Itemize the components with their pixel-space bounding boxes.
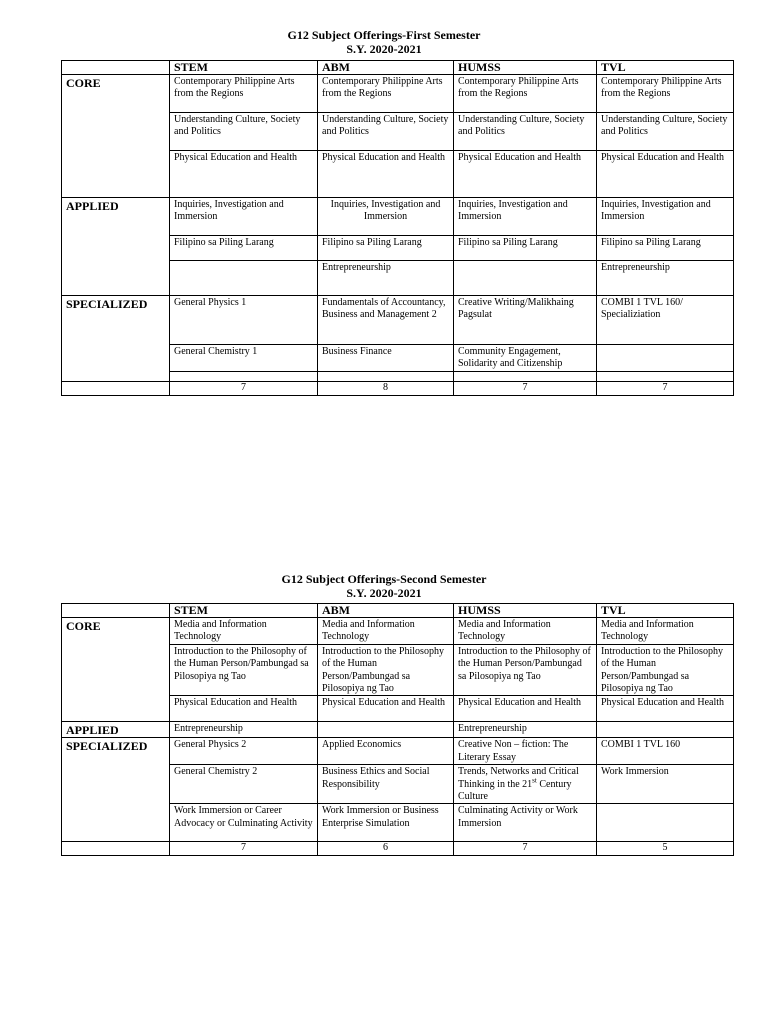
column-header-stem: STEM xyxy=(170,604,318,618)
table-cell: Work Immersion or Business Enterprise Simulation xyxy=(318,804,454,842)
table-cell: Contemporary Philippine Arts from the Regions xyxy=(597,75,734,113)
table-cell: Introduction to the Philosophy of the Human Person/Pambungad sa Pilosopiya ng Tao xyxy=(454,644,597,696)
table-row xyxy=(62,296,734,345)
table-cell: Introduction to the Philosophy of the Human Person/Pambungad sa Pilosopiya ng Tao xyxy=(597,644,734,696)
table-cell: Physical Education and Health xyxy=(454,151,597,198)
table-header-row xyxy=(62,61,734,75)
table-cell: Applied Economics xyxy=(318,738,454,765)
table-cell: Physical Education and Health xyxy=(597,151,734,198)
second-semester-table xyxy=(61,603,734,856)
table-cell: Entrepreneurship xyxy=(318,261,454,296)
total-stem: 7 xyxy=(170,382,318,396)
table-cell xyxy=(454,261,597,296)
first-semester-school-year: S.Y. 2020-2021 xyxy=(346,42,422,56)
table-cell: Inquiries, Investigation and Immersion xyxy=(318,198,454,236)
table-cell: General Chemistry 1 xyxy=(170,345,318,372)
category-core: CORE xyxy=(62,75,170,198)
table-cell: Creative Non – fiction: The Literary Essay xyxy=(454,738,597,765)
table-cell: Inquiries, Investigation and Immersion xyxy=(597,198,734,236)
first-semester-table xyxy=(61,60,734,396)
table-cell: Work Immersion or Career Advocacy or Culminating Activity xyxy=(170,804,318,842)
table-cell: Contemporary Philippine Arts from the Regions xyxy=(170,75,318,113)
table-cell: Understanding Culture, Society and Politics xyxy=(597,113,734,151)
total-humss: 7 xyxy=(454,842,597,856)
table-cell xyxy=(597,722,734,738)
category-specialized: SPECIALIZED xyxy=(62,296,170,382)
table-cell xyxy=(170,261,318,296)
total-stem: 7 xyxy=(170,842,318,856)
table-cell xyxy=(454,765,597,804)
table-cell: Entrepreneurship xyxy=(454,722,597,738)
column-header-stem: STEM xyxy=(170,61,318,75)
table-cell: Filipino sa Piling Larang xyxy=(454,236,597,261)
trends-text: Trends, Networks and Critical Thinking in the 21 xyxy=(458,766,579,790)
table-cell xyxy=(62,842,170,856)
table-cell: COMBI 1 TVL 160/ Specializiation xyxy=(597,296,734,345)
table-header-row xyxy=(62,604,734,618)
table-cell: Creative Writing/Malikhaing Pagsulat xyxy=(454,296,597,345)
table-cell: COMBI 1 TVL 160 xyxy=(597,738,734,765)
table-cell: Filipino sa Piling Larang xyxy=(597,236,734,261)
column-header-abm: ABM xyxy=(318,604,454,618)
table-cell: Entrepreneurship xyxy=(597,261,734,296)
table-cell xyxy=(597,372,734,382)
totals-row xyxy=(62,382,734,396)
empty-header-cell xyxy=(62,604,170,618)
category-applied: APPLIED xyxy=(62,722,170,738)
table-cell: Introduction to the Philosophy of the Human Person/Pambungad sa Pilosopiya ng Tao xyxy=(170,644,318,696)
total-abm: 6 xyxy=(318,842,454,856)
table-cell: Media and Information Technology xyxy=(454,618,597,645)
table-cell: Entrepreneurship xyxy=(170,722,318,738)
table-cell xyxy=(597,345,734,372)
table-cell xyxy=(62,382,170,396)
table-cell: Community Engagement, Solidarity and Citizenship xyxy=(454,345,597,372)
second-semester-school-year: S.Y. 2020-2021 xyxy=(346,586,422,600)
table-cell: Understanding Culture, Society and Politics xyxy=(170,113,318,151)
totals-row xyxy=(62,842,734,856)
table-cell: Fundamentals of Accountancy, Business and Management 2 xyxy=(318,296,454,345)
table-cell: Introduction to the Philosophy of the Human Person/Pambungad sa Pilosopiya ng Tao xyxy=(318,644,454,696)
total-tvl: 7 xyxy=(597,382,734,396)
table-cell: Contemporary Philippine Arts from the Regions xyxy=(318,75,454,113)
table-row xyxy=(62,618,734,645)
table-cell: Physical Education and Health xyxy=(318,151,454,198)
table-row xyxy=(62,75,734,113)
column-header-humss: HUMSS xyxy=(454,61,597,75)
empty-header-cell xyxy=(62,61,170,75)
table-cell: Physical Education and Health xyxy=(170,696,318,722)
table-cell: Culminating Activity or Work Immersion xyxy=(454,804,597,842)
table-cell: Filipino sa Piling Larang xyxy=(170,236,318,261)
table-cell xyxy=(170,372,318,382)
table-cell: Physical Education and Health xyxy=(454,696,597,722)
table-cell: Understanding Culture, Society and Politics xyxy=(318,113,454,151)
table-cell: Work Immersion xyxy=(597,765,734,804)
table-row xyxy=(62,198,734,236)
total-tvl: 5 xyxy=(597,842,734,856)
category-applied: APPLIED xyxy=(62,198,170,296)
ordinal-superscript: st xyxy=(532,776,537,785)
column-header-tvl: TVL xyxy=(597,61,734,75)
table-cell: Inquiries, Investigation and Immersion xyxy=(454,198,597,236)
table-cell: Contemporary Philippine Arts from the Regions xyxy=(454,75,597,113)
table-cell: Filipino sa Piling Larang xyxy=(318,236,454,261)
second-semester-title: G12 Subject Offerings-Second Semester xyxy=(281,572,487,586)
table-cell: Media and Information Technology xyxy=(597,618,734,645)
second-semester-heading xyxy=(0,572,768,600)
table-cell xyxy=(318,372,454,382)
table-cell xyxy=(318,722,454,738)
table-cell: Media and Information Technology xyxy=(318,618,454,645)
table-cell: Inquiries, Investigation and Immersion xyxy=(170,198,318,236)
table-cell: Physical Education and Health xyxy=(318,696,454,722)
table-cell xyxy=(454,372,597,382)
table-cell: Physical Education and Health xyxy=(597,696,734,722)
table-row xyxy=(62,722,734,738)
column-header-abm: ABM xyxy=(318,61,454,75)
table-cell: Media and Information Technology xyxy=(170,618,318,645)
table-cell: Physical Education and Health xyxy=(170,151,318,198)
trends-text-tail: Century Culture xyxy=(458,778,572,803)
table-cell: General Chemistry 2 xyxy=(170,765,318,804)
first-semester-title: G12 Subject Offerings-First Semester xyxy=(287,28,481,42)
table-cell: Business Ethics and Social Responsibility xyxy=(318,765,454,804)
first-semester-heading xyxy=(0,28,768,56)
table-row xyxy=(62,738,734,765)
total-abm: 8 xyxy=(318,382,454,396)
category-specialized: SPECIALIZED xyxy=(62,738,170,842)
table-cell: General Physics 2 xyxy=(170,738,318,765)
category-core: CORE xyxy=(62,618,170,722)
table-cell: Understanding Culture, Society and Politics xyxy=(454,113,597,151)
table-cell: General Physics 1 xyxy=(170,296,318,345)
table-cell xyxy=(597,804,734,842)
total-humss: 7 xyxy=(454,382,597,396)
table-cell: Business Finance xyxy=(318,345,454,372)
column-header-humss: HUMSS xyxy=(454,604,597,618)
column-header-tvl: TVL xyxy=(597,604,734,618)
